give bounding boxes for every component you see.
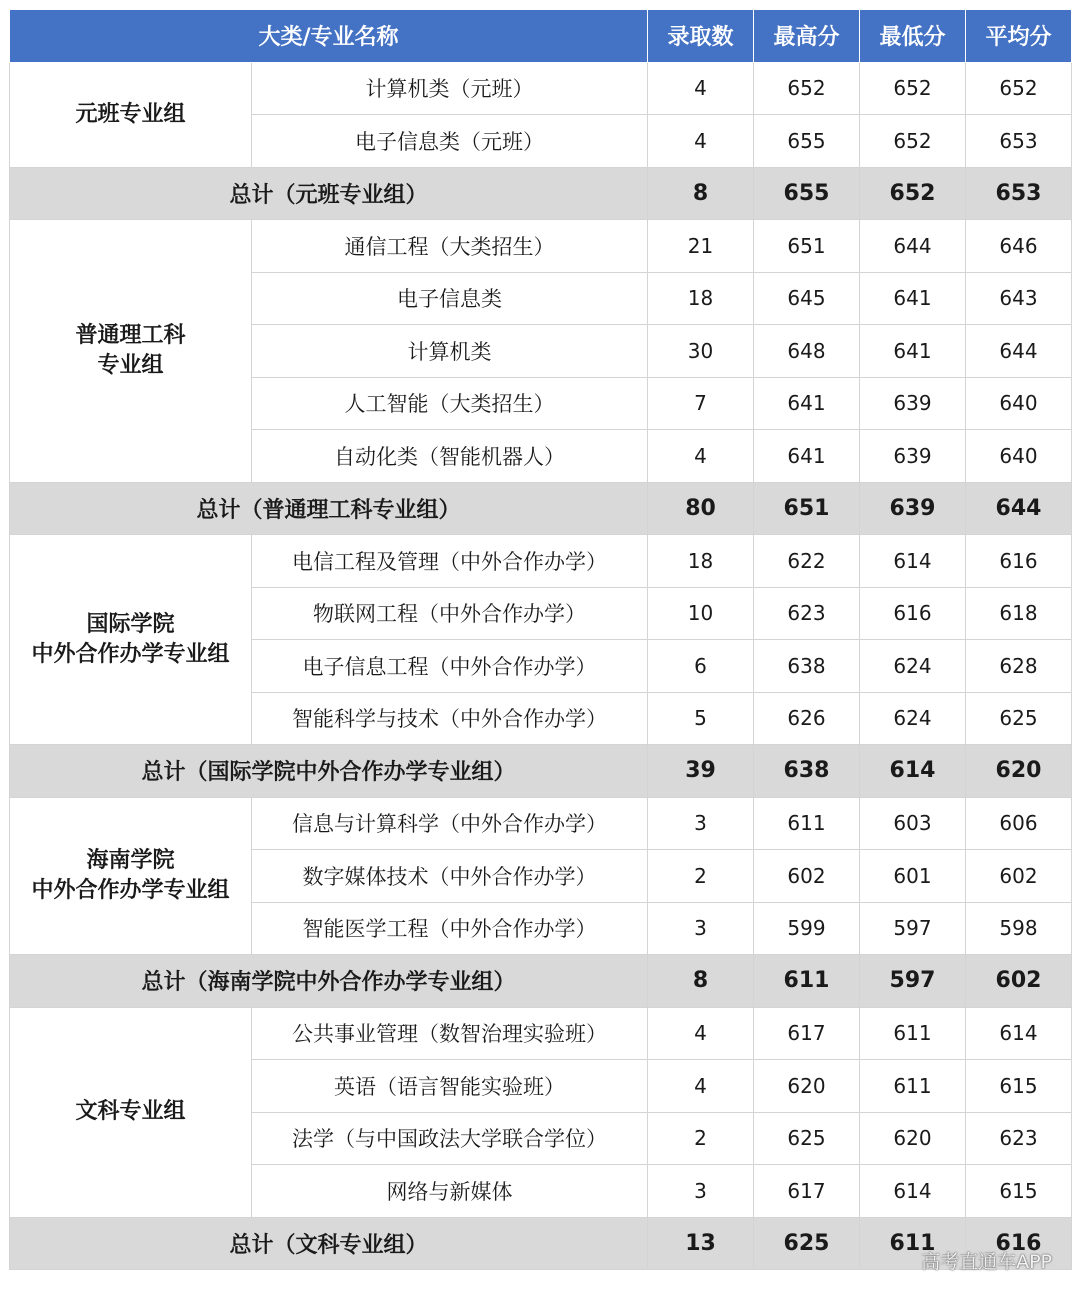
total-row (10, 745, 1072, 798)
total-max-cell: 611 (754, 955, 860, 1008)
max-score-cell: 651 (754, 220, 860, 273)
min-score-cell: 620 (860, 1112, 966, 1165)
max-score-cell: 638 (754, 640, 860, 693)
group-name-cell (10, 1007, 252, 1217)
major-cell: 网络与新媒体 (252, 1165, 648, 1218)
group-name-line: 中外合作办学专业组 (31, 641, 230, 667)
total-label-cell: 总计（元班专业组） (10, 167, 648, 220)
total-max-cell: 625 (754, 1217, 860, 1270)
max-score-cell: 622 (754, 535, 860, 588)
major-cell: 智能科学与技术（中外合作办学） (252, 692, 648, 745)
avg-score-cell: 615 (966, 1060, 1072, 1113)
table-row (10, 1007, 1072, 1060)
avg-score-cell: 644 (966, 325, 1072, 378)
group-name-cell (10, 535, 252, 745)
group-name-cell (10, 62, 252, 167)
major-cell: 计算机类 (252, 325, 648, 378)
watermark: 高考直通车APP (921, 1251, 1052, 1273)
min-score-cell: 641 (860, 325, 966, 378)
avg-score-cell: 602 (966, 850, 1072, 903)
min-score-cell: 603 (860, 797, 966, 850)
min-score-cell: 644 (860, 220, 966, 273)
total-count-cell: 8 (648, 955, 754, 1008)
min-score-cell: 652 (860, 115, 966, 168)
avg-score-cell: 646 (966, 220, 1072, 273)
total-min-cell: 652 (860, 167, 966, 220)
group-name-line: 普通理工科 (75, 322, 186, 348)
major-cell: 计算机类（元班） (252, 62, 648, 115)
avg-score-cell: 606 (966, 797, 1072, 850)
min-score-cell: 601 (860, 850, 966, 903)
min-score-cell: 641 (860, 272, 966, 325)
avg-score-cell: 614 (966, 1007, 1072, 1060)
header-avg: 平均分 (966, 10, 1072, 63)
min-score-cell: 652 (860, 62, 966, 115)
avg-score-cell: 625 (966, 692, 1072, 745)
total-avg-cell: 602 (966, 955, 1072, 1008)
table-row (10, 535, 1072, 588)
count-cell: 5 (648, 692, 754, 745)
count-cell: 3 (648, 797, 754, 850)
count-cell: 30 (648, 325, 754, 378)
group-name-cell (10, 797, 252, 955)
header-name: 大类/专业名称 (10, 10, 648, 63)
major-cell: 电子信息工程（中外合作办学） (252, 640, 648, 693)
total-count-cell: 80 (648, 482, 754, 535)
avg-score-cell: 640 (966, 377, 1072, 430)
total-row (10, 482, 1072, 535)
header-count: 录取数 (648, 10, 754, 63)
avg-score-cell: 643 (966, 272, 1072, 325)
table-row (10, 797, 1072, 850)
max-score-cell: 602 (754, 850, 860, 903)
major-cell: 通信工程（大类招生） (252, 220, 648, 273)
total-avg-cell: 644 (966, 482, 1072, 535)
max-score-cell: 641 (754, 377, 860, 430)
max-score-cell: 611 (754, 797, 860, 850)
avg-score-cell: 598 (966, 902, 1072, 955)
major-cell: 电信工程及管理（中外合作办学） (252, 535, 648, 588)
total-count-cell: 8 (648, 167, 754, 220)
count-cell: 3 (648, 1165, 754, 1218)
max-score-cell: 599 (754, 902, 860, 955)
min-score-cell: 614 (860, 1165, 966, 1218)
total-avg-cell: 620 (966, 745, 1072, 798)
total-label-cell: 总计（文科专业组） (10, 1217, 648, 1270)
total-row (10, 955, 1072, 1008)
max-score-cell: 617 (754, 1007, 860, 1060)
total-avg-cell: 616 (966, 1217, 1072, 1270)
max-score-cell: 623 (754, 587, 860, 640)
total-count-cell: 39 (648, 745, 754, 798)
total-min-cell: 639 (860, 482, 966, 535)
avg-score-cell: 652 (966, 62, 1072, 115)
count-cell: 4 (648, 430, 754, 483)
table-header-row (10, 10, 1072, 63)
total-min-cell: 597 (860, 955, 966, 1008)
count-cell: 4 (648, 115, 754, 168)
total-row (10, 167, 1072, 220)
max-score-cell: 648 (754, 325, 860, 378)
min-score-cell: 639 (860, 430, 966, 483)
avg-score-cell: 628 (966, 640, 1072, 693)
avg-score-cell: 616 (966, 535, 1072, 588)
total-max-cell: 638 (754, 745, 860, 798)
count-cell: 2 (648, 850, 754, 903)
count-cell: 4 (648, 1007, 754, 1060)
header-max: 最高分 (754, 10, 860, 63)
total-max-cell: 651 (754, 482, 860, 535)
min-score-cell: 639 (860, 377, 966, 430)
count-cell: 7 (648, 377, 754, 430)
total-label-cell: 总计（海南学院中外合作办学专业组） (10, 955, 648, 1008)
total-min-cell: 611 (860, 1217, 966, 1270)
max-score-cell: 620 (754, 1060, 860, 1113)
max-score-cell: 652 (754, 62, 860, 115)
avg-score-cell: 640 (966, 430, 1072, 483)
table-body (10, 62, 1072, 1270)
count-cell: 2 (648, 1112, 754, 1165)
min-score-cell: 611 (860, 1007, 966, 1060)
max-score-cell: 626 (754, 692, 860, 745)
avg-score-cell: 653 (966, 115, 1072, 168)
major-cell: 电子信息类 (252, 272, 648, 325)
max-score-cell: 655 (754, 115, 860, 168)
table-row (10, 220, 1072, 273)
min-score-cell: 624 (860, 692, 966, 745)
count-cell: 3 (648, 902, 754, 955)
total-avg-cell: 653 (966, 167, 1072, 220)
count-cell: 6 (648, 640, 754, 693)
min-score-cell: 624 (860, 640, 966, 693)
count-cell: 21 (648, 220, 754, 273)
count-cell: 4 (648, 62, 754, 115)
avg-score-cell: 615 (966, 1165, 1072, 1218)
group-name-line: 中外合作办学专业组 (31, 877, 230, 903)
major-cell: 智能医学工程（中外合作办学） (252, 902, 648, 955)
major-cell: 物联网工程（中外合作办学） (252, 587, 648, 640)
max-score-cell: 617 (754, 1165, 860, 1218)
total-row (10, 1217, 1072, 1270)
min-score-cell: 616 (860, 587, 966, 640)
group-name-line: 元班专业组 (75, 101, 186, 127)
major-cell: 人工智能（大类招生） (252, 377, 648, 430)
admission-score-table (9, 9, 1072, 1270)
min-score-cell: 597 (860, 902, 966, 955)
major-cell: 公共事业管理（数智治理实验班） (252, 1007, 648, 1060)
max-score-cell: 641 (754, 430, 860, 483)
group-name-cell (10, 220, 252, 483)
count-cell: 18 (648, 272, 754, 325)
group-name-line: 文科专业组 (75, 1099, 186, 1124)
group-name-line: 国际学院 (86, 611, 175, 637)
count-cell: 4 (648, 1060, 754, 1113)
min-score-cell: 614 (860, 535, 966, 588)
table-row (10, 62, 1072, 115)
max-score-cell: 645 (754, 272, 860, 325)
total-label-cell: 总计（普通理工科专业组） (10, 482, 648, 535)
total-label-cell: 总计（国际学院中外合作办学专业组） (10, 745, 648, 798)
major-cell: 电子信息类（元班） (252, 115, 648, 168)
total-max-cell: 655 (754, 167, 860, 220)
group-name-line: 专业组 (97, 352, 164, 378)
avg-score-cell: 623 (966, 1112, 1072, 1165)
avg-score-cell: 618 (966, 587, 1072, 640)
min-score-cell: 611 (860, 1060, 966, 1113)
total-min-cell: 614 (860, 745, 966, 798)
max-score-cell: 625 (754, 1112, 860, 1165)
major-cell: 英语（语言智能实验班） (252, 1060, 648, 1113)
count-cell: 18 (648, 535, 754, 588)
group-name-line: 海南学院 (86, 847, 175, 873)
major-cell: 法学（与中国政法大学联合学位） (252, 1112, 648, 1165)
major-cell: 自动化类（智能机器人） (252, 430, 648, 483)
count-cell: 10 (648, 587, 754, 640)
header-min: 最低分 (860, 10, 966, 63)
major-cell: 信息与计算科学（中外合作办学） (252, 797, 648, 850)
major-cell: 数字媒体技术（中外合作办学） (252, 850, 648, 903)
total-count-cell: 13 (648, 1217, 754, 1270)
